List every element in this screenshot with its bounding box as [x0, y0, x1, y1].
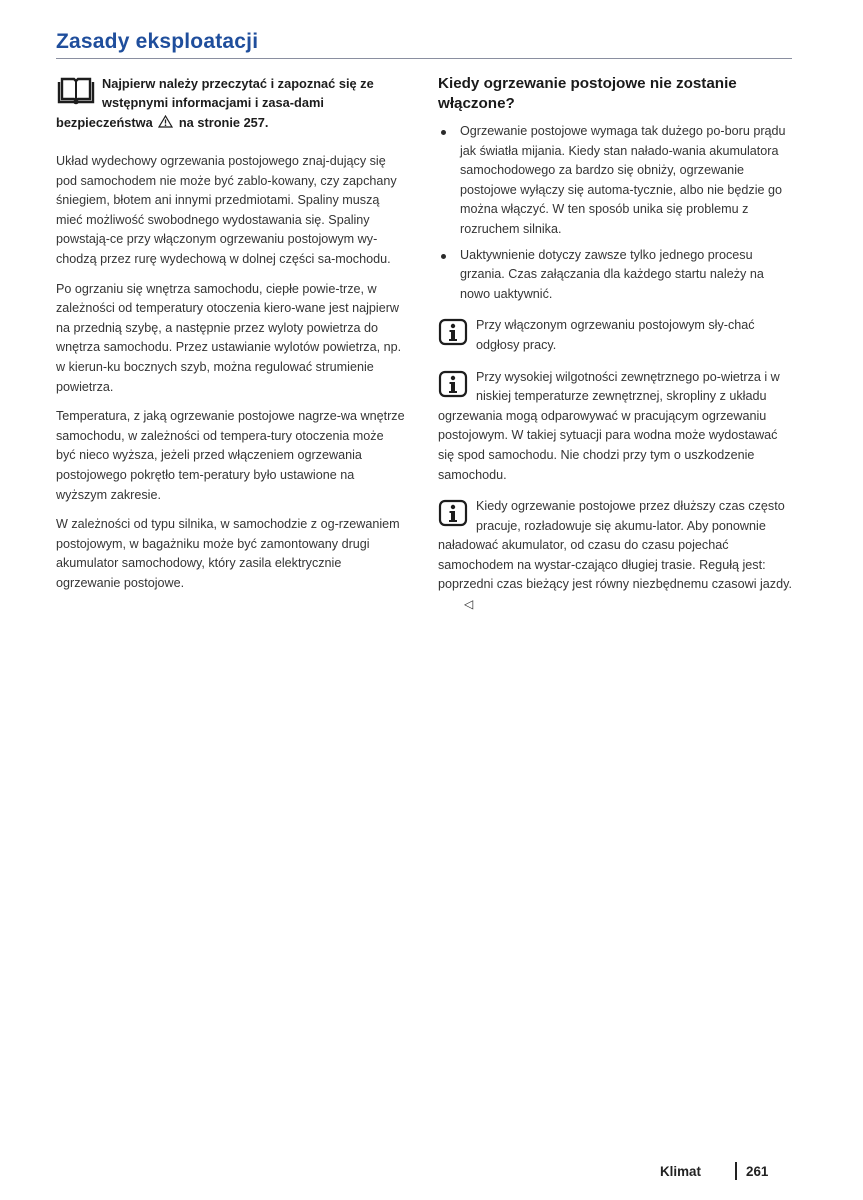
- note-text: Kiedy ogrzewanie postojowe przez dłuższy czas często pracuje, rozładowuje się akumu-lator. Aby ponownie naładować akumulator, od czasu do czasu pojechać samochodem na wystar-czająco długiej trasie. Regułą jest: poprzedni czas bieżący jest równy niezbędnemu czasowi jazdy.: [438, 499, 792, 592]
- info-note: [438, 316, 794, 355]
- page-title: Zasady eksploatacji: [56, 30, 259, 53]
- paragraph-second-battery: W zależności od typu silnika, w samochodzie z og-rzewaniem postojowym, w bagażniku może być zamontowany drugi akumulator samochodowy, który zasila elektrycznie ogrzewanie postojowe.: [56, 517, 400, 590]
- safety-page-link[interactable]: na stronie 257.: [178, 114, 269, 130]
- header-divider: [56, 58, 792, 59]
- page-footer: [620, 1160, 820, 1184]
- left-column: [56, 74, 406, 603]
- back-arrow-icon[interactable]: ◁: [464, 597, 474, 612]
- footer-divider: [735, 1162, 737, 1180]
- paragraph-temperature: Temperatura, z jaką ogrzewanie postojowe nagrze-wa wnętrze samochodu, w zależności od tempera-tury otoczenia może być nieco wyższa, jeżeli przed włączeniem ogrzewania postojowego pokrętło tem-peratury było ustawione na wyższym zakresie.: [56, 409, 405, 502]
- paragraph-airflow: Po ogrzaniu się wnętrza samochodu, ciepłe powie-trze, w zależności od temperatury otoczenia kiero-wane jest najpierw na przednią szybę, a następnie przez wyloty powietrza do wnętrza samochodu. Przez ustawianie wylotów powietrza, np. w kierun-ku bocznych szyb, można regulować strumienie powietrza.: [56, 281, 402, 394]
- info-icon: [438, 318, 468, 346]
- info-icon: [438, 370, 468, 398]
- safety-intro: [56, 74, 406, 134]
- book-icon: [56, 76, 96, 106]
- bullet-list: [438, 122, 794, 304]
- footer-section-name: Klimat: [660, 1164, 701, 1179]
- safety-intro-text: Najpierw należy przeczytać i zapoznać się ze wstępnymi informacjami i zasa-dami bezpieczeństwa: [56, 76, 374, 130]
- info-note: [438, 497, 794, 615]
- info-note: [438, 368, 794, 486]
- right-column: [438, 74, 794, 625]
- paragraph-exhaust: Układ wydechowy ogrzewania postojowego znaj-dujący się pod samochodem nie może być zablo-kowany, czy zapchany śniegiem, błotem ani innymi przedmiotami. Spaliny muszą mieć możliwość swobodnego wydostawania się. Spaliny powstają-ce przy włączonym ogrzewaniu postojowym wy-chodzą przez rurę wydechową w dolnej części sa-mochodu.: [56, 154, 397, 266]
- section-heading: Kiedy ogrzewanie postojowe nie zostanie włączone?: [438, 75, 737, 112]
- bullet-icon: [441, 254, 446, 259]
- bullet-icon: [441, 130, 446, 135]
- note-text: Przy wysokiej wilgotności zewnętrznego po-wietrza i w niskiej temperaturze zewnętrznej, skropliny z układu ogrzewania mogą odparowywać w pracującym ogrzewaniu postojowym. W takiej sytuacji para wodna może wydostawać się spod samochodu. Nie chodzi przy tym o uszkodzenie samochodu.: [438, 369, 780, 482]
- warning-triangle-icon: [158, 114, 173, 127]
- note-text: Przy włączonym ogrzewaniu postojowym sły-chać odgłosy pracy.: [476, 318, 755, 352]
- page-header: [56, 30, 792, 59]
- list-item-text: Uaktywnienie dotyczy zawsze tylko jednego procesu grzania. Czas załączania dla każdego startu należy na nowo uaktywnić.: [460, 247, 764, 301]
- list-item: [438, 246, 794, 305]
- list-item-text: Ogrzewanie postojowe wymaga tak dużego po-boru prądu jak światła mijania. Kiedy stan nałado-wania akumulatora samochodowego za bardzo się obniży, ogrzewanie postojowe wyłączy się automa-tycznie, albo nie będzie go można włączyć. W ten sposób unika się problemu z rozruchem silnika.: [460, 124, 786, 236]
- list-item: [438, 122, 794, 240]
- page-number: 261: [746, 1164, 769, 1179]
- info-icon: [438, 499, 468, 527]
